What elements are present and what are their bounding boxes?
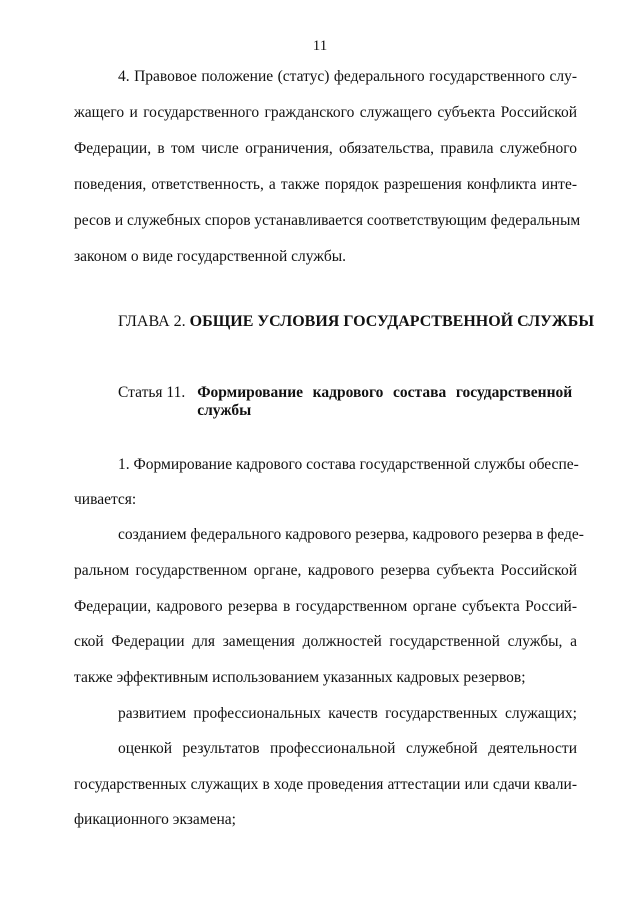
page-number: 11	[312, 38, 328, 54]
paragraph-line: ральном государственном органе, кадрового резерва субъекта Российской	[74, 562, 577, 579]
paragraph-line: поведения, ответственность, а также порядок разрешения конфликта инте-	[74, 176, 577, 193]
paragraph-line: чивается:	[74, 491, 137, 508]
paragraph-line: законом о виде государственной службы.	[74, 248, 346, 265]
paragraph-line: 1. Формирование кадрового состава государственной службы обеспе-	[118, 456, 579, 473]
paragraph-line: оценкой результатов профессиональной служебной деятельности	[118, 740, 577, 757]
paragraph-line: государственных служащих в ходе проведения аттестации или сдачи квали-	[74, 776, 577, 793]
paragraph-line: жащего и государственного гражданского служащего субъекта Российской	[74, 104, 577, 121]
article-title	[197, 384, 572, 420]
article-title-line: службы	[197, 402, 252, 419]
chapter-title: ОБЩИЕ УСЛОВИЯ ГОСУДАРСТВЕННОЙ СЛУЖБЫ	[189, 313, 595, 330]
article-prefix: Статья 11.	[118, 384, 186, 401]
paragraph-line: ской Федерации для замещения должностей государственной службы, а	[74, 633, 577, 650]
paragraph-line: ресов и служебных споров устанавливается соответствующим федеральным	[74, 212, 581, 229]
article-heading	[118, 384, 578, 420]
paragraph-line: фикационного экзамена;	[74, 811, 236, 828]
paragraph-line: также эффективным использованием указанных кадровых резервов;	[74, 669, 526, 686]
paragraph-line: развитием профессиональных качеств государственных служащих;	[118, 705, 577, 722]
paragraph-line: 4. Правовое положение (статус) федерального государственного слу-	[118, 68, 577, 85]
paragraph-line: Федерации, в том числе ограничения, обязательства, правила служебного	[74, 140, 577, 157]
paragraph-line: Федерации, кадрового резерва в государственном органе субъекта Россий-	[74, 598, 577, 615]
paragraph-line: созданием федерального кадрового резерва, кадрового резерва в феде-	[118, 526, 584, 543]
chapter-heading	[118, 313, 594, 331]
article-title-line: Формирование кадрового состава государственной	[197, 384, 573, 401]
chapter-prefix: ГЛАВА 2.	[118, 313, 186, 330]
